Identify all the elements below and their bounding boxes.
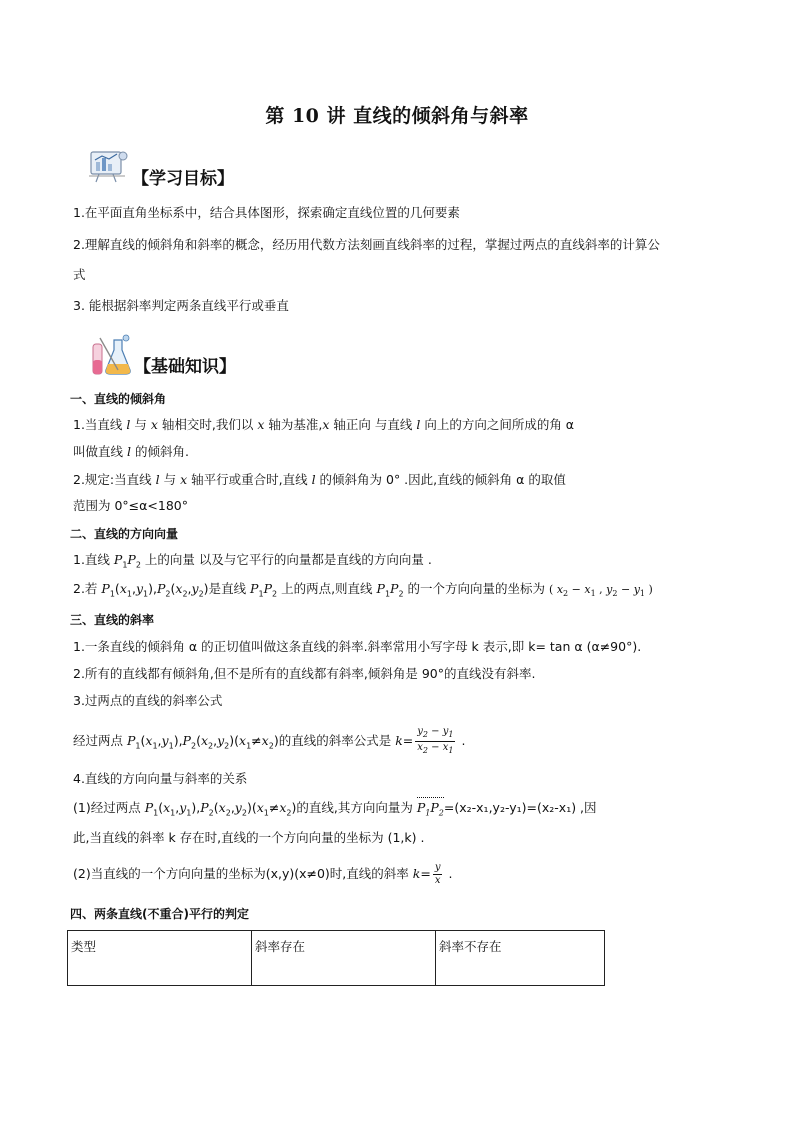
- flask-icon: [88, 334, 134, 378]
- s1-para-2: 2.规定:当直线 l 与 x 轴平行或重合时,直线 l 的倾斜角为 0° .因此,直线的倾斜角 α 的取值: [73, 472, 566, 487]
- s2-heading: 二、直线的方向向量: [70, 527, 179, 541]
- s2-para-1: 1.直线 $P_1P_2$ 上的向量 以及与它平行的向量都是直线的方向向量 .: [73, 552, 432, 570]
- goal-item-1: 1.在平面直角坐标系中，结合具体图形，探索确定直线位置的几何要素: [73, 205, 460, 220]
- table-header-type: 类型: [68, 931, 252, 986]
- s3-para-6-cont: 此,当直线的斜率 k 存在时,直线的一个方向向量的坐标为 (1,k) .: [73, 830, 425, 845]
- goal-item-2: 2.理解直线的倾斜角和斜率的概念，经历用代数方法刻画直线斜率的过程，掌握过两点的直线斜率的计算公: [73, 237, 660, 252]
- s3-heading: 三、直线的斜率: [70, 613, 155, 627]
- goal-item-3: 3. 能根据斜率判定两条直线平行或垂直: [73, 298, 289, 313]
- s1-para-1-cont: 叫做直线 l 的倾斜角.: [73, 444, 189, 459]
- chart-board-icon: [87, 148, 131, 184]
- s3-para-3: 3.过两点的直线的斜率公式: [73, 693, 223, 708]
- s3-para-1: 1.一条直线的倾斜角 α 的正切值叫做这条直线的斜率.斜率常用小写字母 k 表示,即 k= tan α (α≠90°).: [73, 639, 642, 654]
- page-title: 第 10 讲 直线的倾斜角与斜率: [265, 105, 529, 127]
- section-basic-label: 【基础知识】: [134, 357, 236, 377]
- s1-heading: 一、直线的倾斜角: [70, 392, 167, 406]
- table-header-slope-exists: 斜率存在: [252, 931, 436, 986]
- slope-yx-formula: $\frac{y}{x}$: [434, 862, 441, 886]
- s3-para-4: 经过两点 $P_1(x_1,y_1),P_2(x_2,y_2)(x_1\ne x_2)$的直线的斜率公式是 k= $\frac{y_2 - y_1}{x_2 - x_1}$ .: [73, 726, 466, 755]
- s3-para-6: (1)经过两点 $P_1(x_1,y_1),P_2(x_2,y_2)(x_1\ne x_2)$的直线,其方向向量为 $P_1P_2=(x_2-x_1,y_2-y_1)=(x_2-x_1)$ ,因: [73, 799, 597, 823]
- table-row: [68, 931, 605, 986]
- table-header-slope-not-exists: 斜率不存在: [436, 931, 605, 986]
- s3-para-7: (2)当直线的一个方向向量的坐标为(x,y)(x≠0)时,直线的斜率 k= $\frac{y}{x}$ .: [73, 862, 453, 886]
- section-goal-label: 【学习目标】: [132, 169, 234, 189]
- goal-item-2-cont: 式: [73, 267, 86, 282]
- s1-para-2-cont: 范围为 0°≤α<180°: [73, 498, 188, 513]
- slope-formula: $\frac{y_2 - y_1}{x_2 - x_1}$: [417, 726, 454, 755]
- s3-para-2: 2.所有的直线都有倾斜角,但不是所有的直线都有斜率,倾斜角是 90°的直线没有斜率.: [73, 666, 536, 681]
- s2-para-2: 2.若 $P_1(x_1,y_1),P_2(x_2,y_2)$是直线 $P_1P_2$ 上的两点,则直线 $P_1P_2$ 的一个方向向量的坐标为 ( $x_2 - x_1$ , $y_2 - y_1$ ): [73, 581, 653, 599]
- s4-heading: 四、两条直线(不重合)平行的判定: [70, 907, 249, 921]
- s1-para-1: 1.当直线 l 与 x 轴相交时,我们以 x 轴为基准,x 轴正向 与直线 l 向上的方向之间所成的角 α: [73, 417, 575, 432]
- parallel-judgement-table: [67, 930, 605, 986]
- s3-para-5: 4.直线的方向向量与斜率的关系: [73, 771, 248, 786]
- vector-p1p2: $P_1P_2$: [417, 799, 444, 823]
